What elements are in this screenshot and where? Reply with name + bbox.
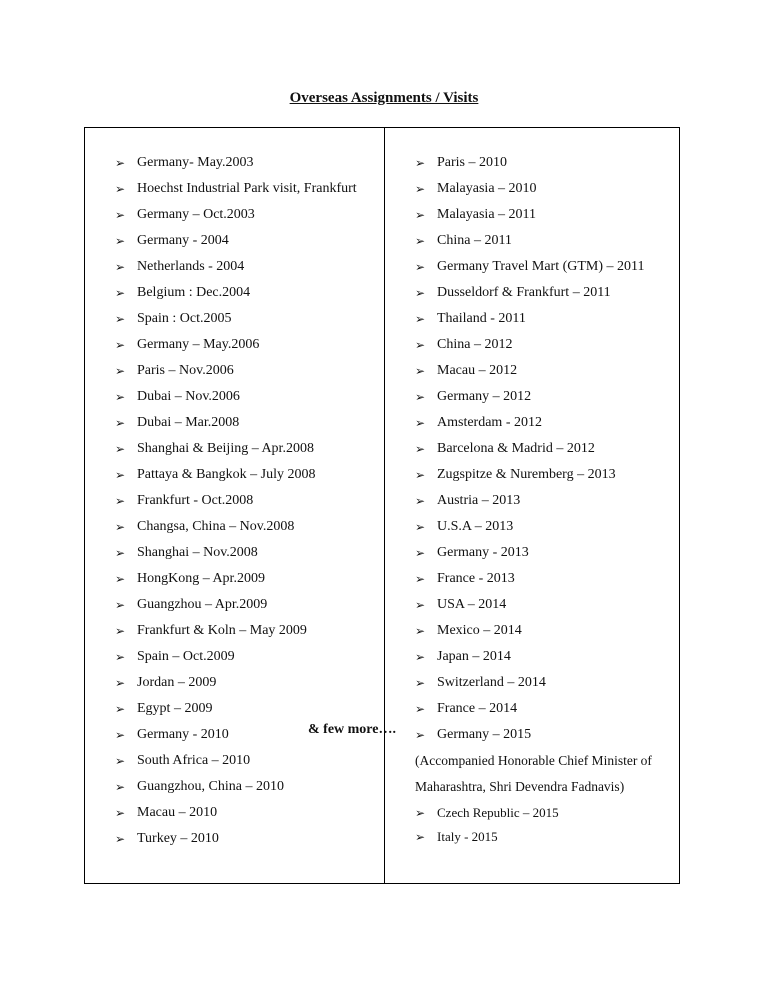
arrow-bullet-icon: ➢ <box>415 830 426 844</box>
list-item <box>415 492 677 518</box>
list-item <box>415 700 677 726</box>
list-item <box>115 440 377 466</box>
list-item <box>115 492 377 518</box>
list-item-text: U.S.A – 2013 <box>437 519 514 534</box>
arrow-bullet-icon: ➢ <box>415 702 426 716</box>
list-item-text: Malayasia – 2011 <box>437 207 537 222</box>
list-item-text: Switzerland – 2014 <box>437 675 546 690</box>
list-item <box>115 388 377 414</box>
list-item <box>415 258 677 284</box>
list-item-text: Guangzhou – Apr.2009 <box>137 597 268 612</box>
list-item <box>115 752 377 778</box>
list-item-text: Egypt – 2009 <box>137 701 213 716</box>
arrow-bullet-icon: ➢ <box>115 182 126 196</box>
list-item-text: China – 2012 <box>437 337 513 352</box>
list-item-text: Paris – 2010 <box>437 155 507 170</box>
arrow-bullet-icon: ➢ <box>115 832 126 846</box>
arrow-bullet-icon: ➢ <box>415 234 426 248</box>
arrow-bullet-icon: ➢ <box>415 598 426 612</box>
list-item-text: Jordan – 2009 <box>137 675 217 690</box>
arrow-bullet-icon: ➢ <box>115 780 126 794</box>
arrow-bullet-icon: ➢ <box>415 286 426 300</box>
arrow-bullet-icon: ➢ <box>115 338 126 352</box>
arrow-bullet-icon: ➢ <box>115 754 126 768</box>
arrow-bullet-icon: ➢ <box>115 728 126 742</box>
list-item <box>115 414 377 440</box>
list-item-text: Barcelona & Madrid – 2012 <box>437 441 595 456</box>
list-item-text: Germany - 2010 <box>137 727 229 742</box>
list-item-text: Germany Travel Mart (GTM) – 2011 <box>437 259 645 274</box>
list-item-text: Amsterdam - 2012 <box>437 415 542 430</box>
list-item-text: Paris – Nov.2006 <box>137 363 234 378</box>
list-item-text: HongKong – Apr.2009 <box>137 571 265 586</box>
list-item-text: Germany- May.2003 <box>137 155 254 170</box>
list-item <box>415 570 677 596</box>
list-item-text: Austria – 2013 <box>437 493 521 508</box>
list-item-text: Dubai – Nov.2006 <box>137 389 240 404</box>
list-item <box>115 362 377 388</box>
arrow-bullet-icon: ➢ <box>415 520 426 534</box>
arrow-bullet-icon: ➢ <box>415 494 426 508</box>
list-item <box>115 778 377 804</box>
list-item <box>115 154 377 180</box>
list-item-text: Guangzhou, China – 2010 <box>137 779 284 794</box>
list-item <box>115 232 377 258</box>
list-item-text: Germany – 2012 <box>437 389 532 404</box>
list-item-text: Dubai – Mar.2008 <box>137 415 240 430</box>
arrow-bullet-icon: ➢ <box>415 676 426 690</box>
note-line: (Accompanied Honorable Chief Minister of <box>415 753 652 768</box>
arrow-bullet-icon: ➢ <box>115 650 126 664</box>
list-item-text: Germany – Oct.2003 <box>137 207 255 222</box>
arrow-bullet-icon: ➢ <box>415 468 426 482</box>
arrow-bullet-icon: ➢ <box>415 546 426 560</box>
list-item <box>115 570 377 596</box>
arrow-bullet-icon: ➢ <box>115 286 126 300</box>
list-item <box>415 726 677 752</box>
list-item-text: Italy - 2015 <box>437 829 498 844</box>
list-item <box>115 206 377 232</box>
list-item <box>415 414 677 440</box>
list-item-text: Belgium : Dec.2004 <box>137 285 251 300</box>
list-item <box>115 310 377 336</box>
list-item-text: Thailand - 2011 <box>437 311 526 326</box>
list-item-text: Spain : Oct.2005 <box>137 311 232 326</box>
list-item-text: Macau – 2010 <box>137 805 218 820</box>
arrow-bullet-icon: ➢ <box>115 468 126 482</box>
page-title: Overseas Assignments / Visits <box>289 90 479 106</box>
arrow-bullet-icon: ➢ <box>115 702 126 716</box>
list-item <box>415 310 677 336</box>
list-item-text: France – 2014 <box>437 701 518 716</box>
list-item <box>115 518 377 544</box>
list-item-text: Hoechst Industrial Park visit, Frankfurt <box>137 181 357 196</box>
arrow-bullet-icon: ➢ <box>115 390 126 404</box>
arrow-bullet-icon: ➢ <box>115 806 126 820</box>
list-item-text: Pattaya & Bangkok – July 2008 <box>137 467 316 482</box>
list-item <box>415 440 677 466</box>
list-item <box>115 830 377 856</box>
list-item-text: Zugspitze & Nuremberg – 2013 <box>437 467 616 482</box>
list-item <box>415 622 677 648</box>
arrow-bullet-icon: ➢ <box>415 390 426 404</box>
list-item-text: Shanghai – Nov.2008 <box>137 545 258 560</box>
list-item-text: Dusseldorf & Frankfurt – 2011 <box>437 285 611 300</box>
list-item-text: Germany – May.2006 <box>137 337 260 352</box>
list-item <box>115 180 377 206</box>
arrow-bullet-icon: ➢ <box>415 624 426 638</box>
arrow-bullet-icon: ➢ <box>415 364 426 378</box>
list-item-text: Shanghai & Beijing – Apr.2008 <box>137 441 314 456</box>
arrow-bullet-icon: ➢ <box>415 416 426 430</box>
list-item <box>115 674 377 700</box>
arrow-bullet-icon: ➢ <box>115 598 126 612</box>
list-item <box>415 206 677 232</box>
arrow-bullet-icon: ➢ <box>115 572 126 586</box>
list-item-text: France - 2013 <box>437 571 515 586</box>
list-item-text: USA – 2014 <box>437 597 507 612</box>
arrow-bullet-icon: ➢ <box>115 676 126 690</box>
list-item-text: Germany – 2015 <box>437 727 532 742</box>
list-item <box>415 154 677 180</box>
list-item <box>415 466 677 492</box>
right-column-list <box>415 154 677 852</box>
note-line: Maharashtra, Shri Devendra Fadnavis) <box>415 779 625 794</box>
list-item <box>415 804 677 828</box>
list-item <box>115 284 377 310</box>
list-item <box>415 828 677 852</box>
arrow-bullet-icon: ➢ <box>115 260 126 274</box>
column-divider <box>384 128 385 883</box>
list-item <box>415 336 677 362</box>
arrow-bullet-icon: ➢ <box>415 806 426 820</box>
list-item <box>115 466 377 492</box>
arrow-bullet-icon: ➢ <box>415 260 426 274</box>
list-item-text: China – 2011 <box>437 233 512 248</box>
list-item-text: Malayasia – 2010 <box>437 181 537 196</box>
arrow-bullet-icon: ➢ <box>415 442 426 456</box>
list-item <box>115 544 377 570</box>
arrow-bullet-icon: ➢ <box>415 650 426 664</box>
list-item <box>415 180 677 206</box>
list-item <box>415 284 677 310</box>
left-column-list <box>115 154 377 856</box>
list-item <box>115 804 377 830</box>
arrow-bullet-icon: ➢ <box>115 494 126 508</box>
list-item <box>115 596 377 622</box>
list-item-text: Mexico – 2014 <box>437 623 522 638</box>
list-item-text: Macau – 2012 <box>437 363 518 378</box>
list-item <box>415 674 677 700</box>
arrow-bullet-icon: ➢ <box>115 364 126 378</box>
visits-table <box>84 127 680 884</box>
list-item <box>415 388 677 414</box>
few-more-text: & few more…. <box>308 722 396 737</box>
list-item-text: Frankfurt & Koln – May 2009 <box>137 623 307 638</box>
list-item-text: Germany - 2004 <box>137 233 229 248</box>
list-item <box>415 232 677 258</box>
arrow-bullet-icon: ➢ <box>115 416 126 430</box>
arrow-bullet-icon: ➢ <box>415 312 426 326</box>
list-item <box>415 362 677 388</box>
arrow-bullet-icon: ➢ <box>415 572 426 586</box>
list-item <box>115 648 377 674</box>
list-item <box>415 648 677 674</box>
arrow-bullet-icon: ➢ <box>115 156 126 170</box>
list-item-text: Czech Republic – 2015 <box>437 805 559 820</box>
list-item-text: Netherlands - 2004 <box>137 259 245 274</box>
list-item-text: Frankfurt - Oct.2008 <box>137 493 254 508</box>
list-item <box>415 596 677 622</box>
arrow-bullet-icon: ➢ <box>115 546 126 560</box>
arrow-bullet-icon: ➢ <box>115 234 126 248</box>
list-item-text: Changsa, China – Nov.2008 <box>137 519 295 534</box>
arrow-bullet-icon: ➢ <box>115 442 126 456</box>
arrow-bullet-icon: ➢ <box>115 312 126 326</box>
list-item <box>415 544 677 570</box>
arrow-bullet-icon: ➢ <box>115 520 126 534</box>
list-item-text: South Africa – 2010 <box>137 753 251 768</box>
list-item <box>115 258 377 284</box>
arrow-bullet-icon: ➢ <box>415 182 426 196</box>
arrow-bullet-icon: ➢ <box>415 728 426 742</box>
list-item <box>115 622 377 648</box>
list-item-text: Germany - 2013 <box>437 545 529 560</box>
arrow-bullet-icon: ➢ <box>415 208 426 222</box>
arrow-bullet-icon: ➢ <box>415 338 426 352</box>
list-item-text: Spain – Oct.2009 <box>137 649 235 664</box>
arrow-bullet-icon: ➢ <box>415 156 426 170</box>
arrow-bullet-icon: ➢ <box>115 208 126 222</box>
list-item <box>115 336 377 362</box>
list-item-text: Turkey – 2010 <box>137 831 219 846</box>
list-item-text: Japan – 2014 <box>437 649 511 664</box>
list-item <box>415 518 677 544</box>
arrow-bullet-icon: ➢ <box>115 624 126 638</box>
